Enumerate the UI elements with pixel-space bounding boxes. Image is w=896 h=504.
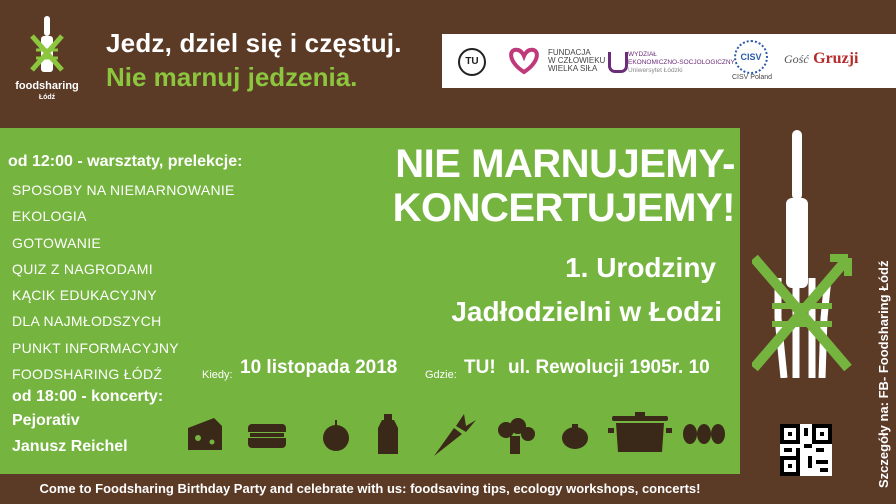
event-date: 10 listopada 2018	[240, 357, 398, 378]
wydzial-text: WYDZIAŁ EKONOMICZNO-SOCJOLOGICZNY Uniwersytet Łódzki	[628, 51, 735, 74]
venue-name: TU!	[464, 357, 496, 378]
when-label: Kiedy:	[202, 369, 233, 381]
tomato-icon	[562, 424, 588, 449]
sponsors-bar	[442, 34, 896, 88]
pot-icon	[608, 412, 672, 452]
list-item: PUNKT INFORMACYJNY	[12, 339, 179, 356]
fork-logo-icon	[8, 14, 86, 80]
band-name: Pejorativ	[12, 412, 80, 429]
slogan-line-1: Jedz, dziel się i częstuj.	[106, 28, 402, 58]
workshops-heading: od 12:00 - warsztaty, prelekcje:	[8, 153, 243, 170]
cisv-subtext: CISV Poland	[732, 74, 773, 81]
food-icons-row	[184, 410, 740, 458]
apple-icon	[323, 420, 349, 451]
headline-title: NIE MARNUJEMY- KONCERTUJEMY!	[392, 142, 735, 230]
brand-name: foodsharing	[15, 80, 79, 92]
bottle-icon	[378, 414, 398, 454]
cheese-icon	[188, 418, 222, 450]
band-name: Janusz Reichel	[12, 438, 128, 455]
qr-pattern	[780, 424, 832, 476]
brand-city: Łódź	[38, 94, 56, 101]
headline-anniversary: 1. Urodziny	[565, 252, 716, 283]
carrot-icon	[434, 414, 476, 456]
list-item: QUIZ Z NAGRODAMI	[12, 260, 153, 277]
tu-logo: TU	[458, 48, 486, 76]
list-item: EKOLOGIA	[12, 208, 87, 225]
fundacja-text: FUNDACJA W CZŁOWIEKU WIELKA SIŁA	[548, 48, 606, 73]
list-item: KĄCIK EDUKACYJNY	[12, 287, 157, 304]
gruzji-logo: Gość Gruzji	[784, 50, 859, 67]
can-icon	[248, 424, 286, 448]
broccoli-icon	[498, 418, 535, 454]
english-invitation: Come to Foodsharing Birthday Party and celebrate with us: foodsaving tips, ecology workshops, concerts!	[39, 481, 701, 496]
details-vertical-text: Szczegóły na: FB- Foodsharing Łódź	[876, 260, 891, 488]
footer-bar	[0, 474, 740, 504]
list-item: DLA NAJMŁODSZYCH	[12, 313, 162, 330]
qr-code-icon[interactable]	[780, 424, 832, 476]
list-item: FOODSHARING ŁÓDŹ	[12, 366, 163, 383]
list-item: GOTOWANIE	[12, 234, 102, 251]
headline-place: Jadłodzielni w Łodzi	[451, 296, 722, 327]
where-label: Gdzie:	[425, 369, 457, 381]
concerts-heading: od 18:00 - koncerty:	[12, 388, 164, 405]
ue-mark-icon	[608, 52, 628, 73]
fundacja-logo-icon	[504, 44, 544, 76]
eggs-icon	[683, 424, 725, 444]
cisv-logo: CISV	[734, 40, 768, 74]
list-item: SPOSOBY NA NIEMARNOWANIE	[12, 182, 235, 198]
foodsharing-logo	[8, 14, 86, 110]
fork-crossed-icon	[752, 128, 856, 378]
workshops-list	[12, 180, 235, 390]
venue-address: ul. Rewolucji 1905r. 10	[508, 357, 710, 378]
slogan-line-2: Nie marnuj jedzenia.	[106, 62, 358, 92]
